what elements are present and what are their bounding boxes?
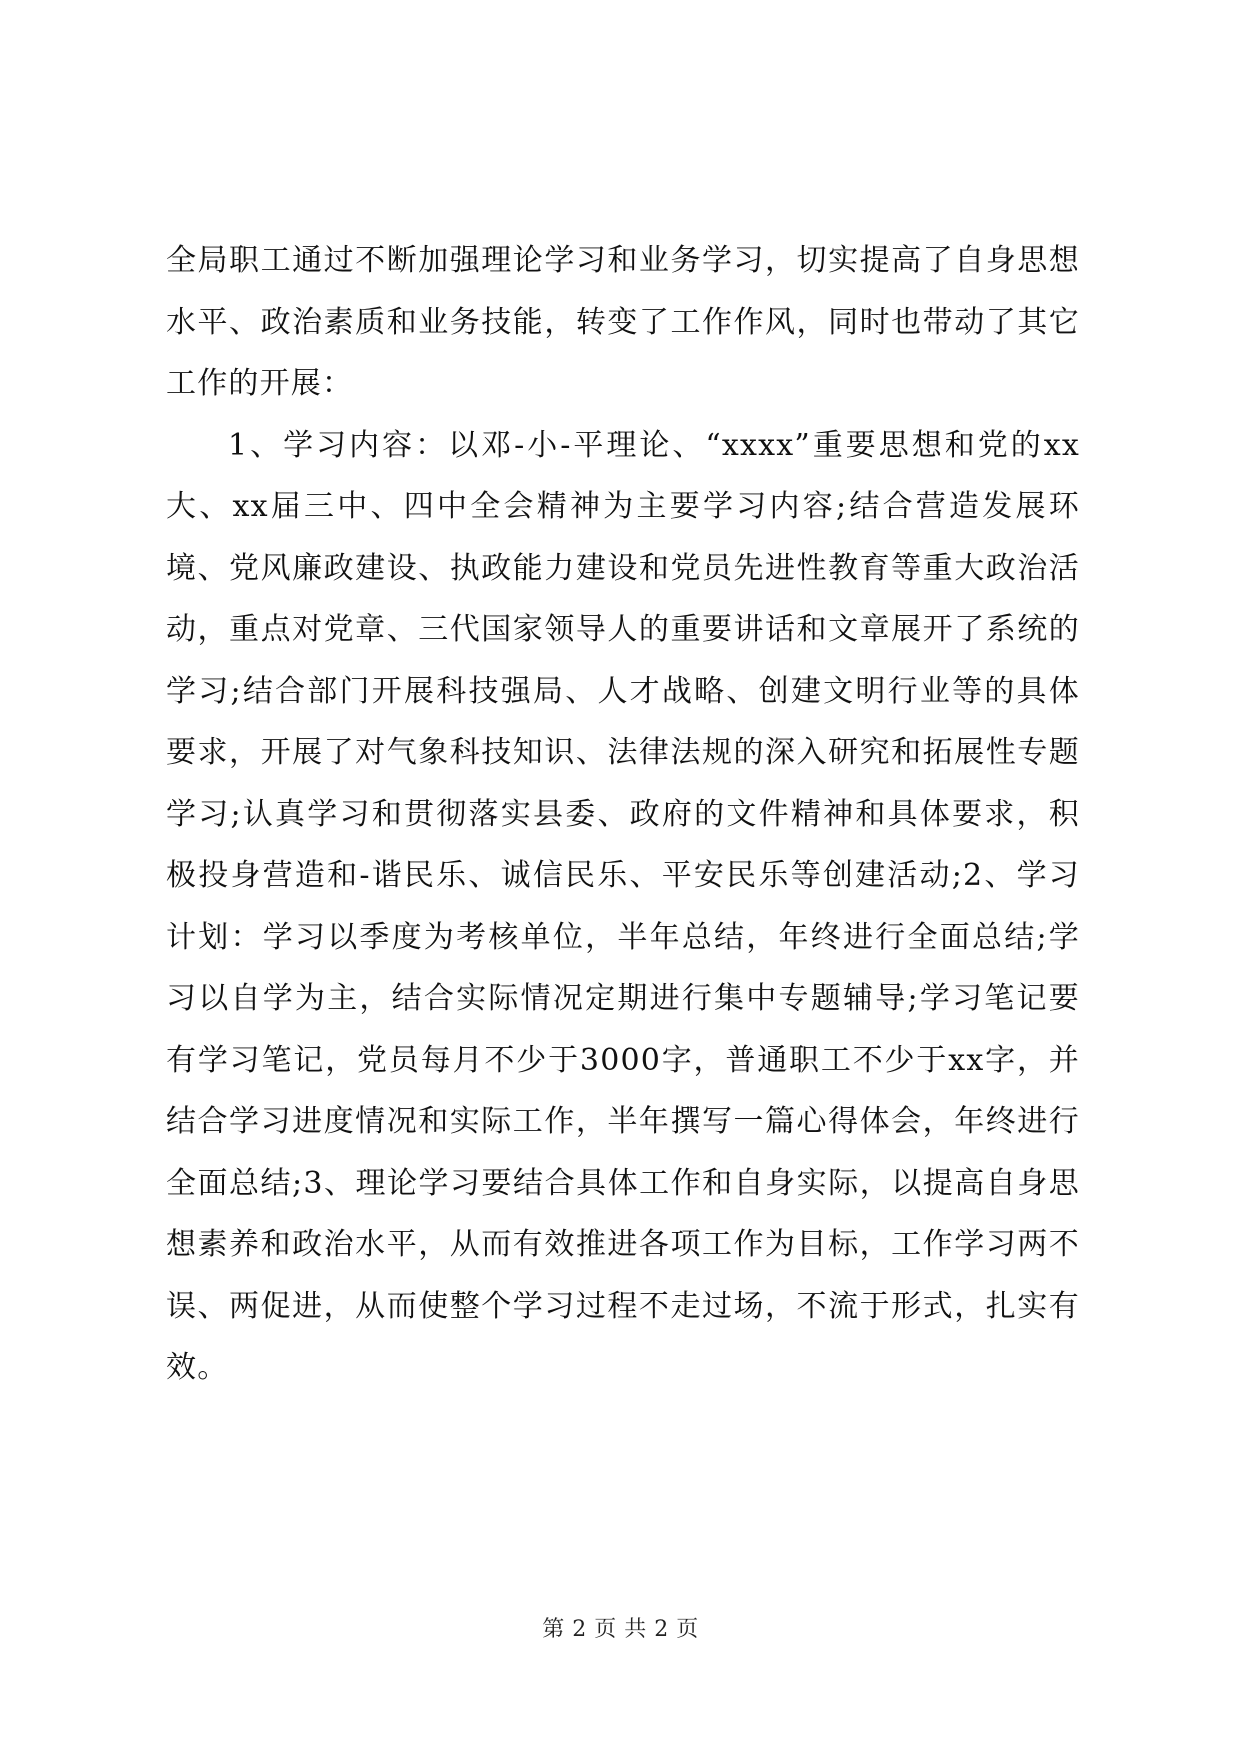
page-number-footer: 第 2 页 共 2 页 (542, 1617, 699, 1642)
paragraph-study-details: 1、学习内容：以邓-小-平理论、“xxxx”重要思想和党的xx大、xx届三中、四中全会精神为主要学习内容;结合营造发展环境、党风廉政建设、执政能力建设和党员先进性教育等重大政治活动，重点对党章、三代国家领导人的重要讲话和文章展开了系统的学习;结合部门开展科技强局、人才战略、创建文明行业等的具体要求，开展了对气象科技知识、法律法规的深入研究和拓展性专题学习;认真学习和贯彻落实县委、政府的文件精神和具体要求，积极投身营造和-谐民乐、诚信民乐、平安民乐等创建活动;2、学习计划：学习以季度为考核单位，半年总结，年终进行全面总结;学习以自学为主，结合实际情况定期进行集中专题辅导;学习笔记要有学习笔记，党员每月不少于3000字，普通职工不少于xx字，并结合学习进度情况和实际工作，半年撰写一篇心得体会，年终进行全面总结;3、理论学习要结合具体工作和自身实际，以提高自身思想素养和政治水平，从而有效推进各项工作为目标，工作学习两不误、两促进，从而使整个学习过程不走过场，不流于形式，扎实有效。 (166, 427, 1080, 1385)
document-body (166, 230, 1080, 1399)
paragraph-intro: 全局职工通过不断加强理论学习和业务学习，切实提高了自身思想水平、政治素质和业务技能，转变了工作作风，同时也带动了其它工作的开展： (166, 243, 1080, 401)
